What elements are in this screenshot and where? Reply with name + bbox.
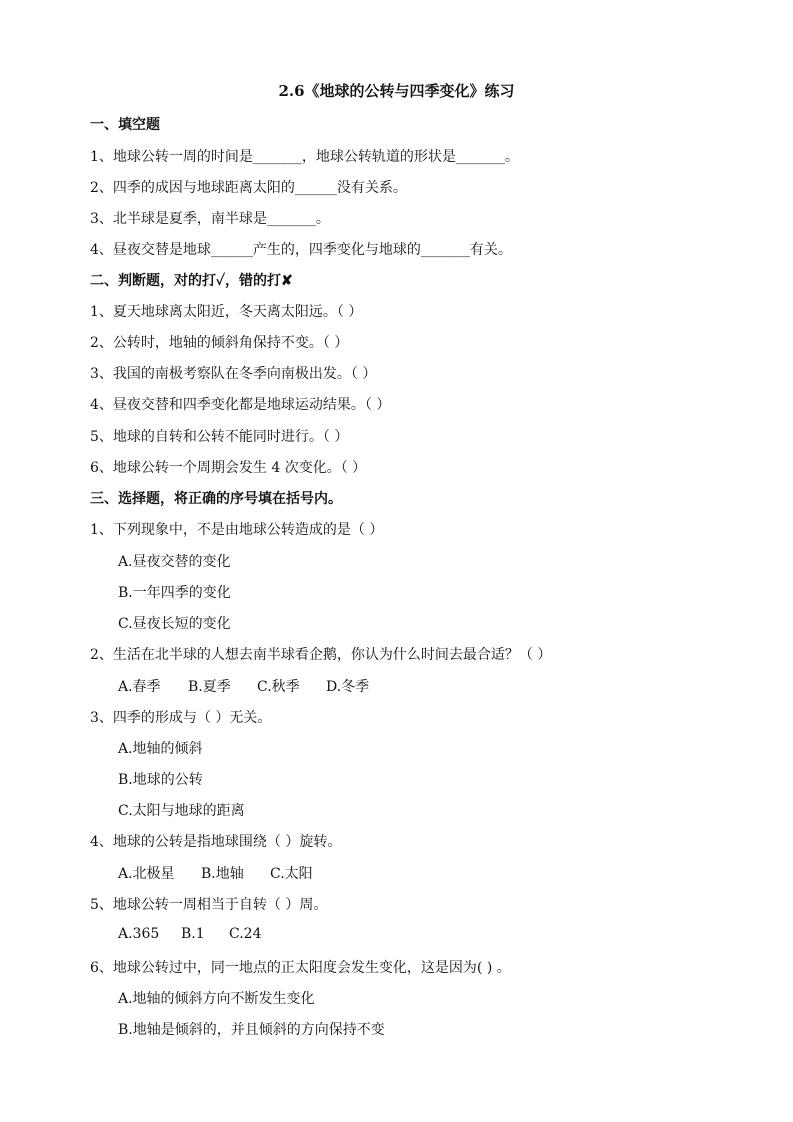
true-false-question-3: 3、我国的南极考察队在冬季向南极出发。（ ） [90,366,377,382]
section-fill-blank-heading: 一、填空题 [90,117,160,133]
choice-question-4-option-c: C.太阳 [270,866,313,882]
fill-blank-question-1: 1、地球公转一周的时间是_______，地球公转轨道的形状是_______。 [90,149,519,165]
choice-question-3: 3、四季的形成与（ ）无关。 [90,710,272,726]
choice-question-6: 6、地球公转过中，同一地点的正太阳度会发生变化，这是因为( ) 。 [90,960,511,976]
choice-question-3-option-b: B.地球的公转 [118,772,203,788]
choice-question-2-option-a: A.春季 [118,679,161,695]
choice-question-6-option-b: B.地轴是倾斜的，并且倾斜的方向保持不变 [118,1022,385,1038]
fill-blank-question-3: 3、北半球是夏季，南半球是_______。 [90,211,330,227]
choice-question-3-option-a: A.地轴的倾斜 [118,741,203,757]
choice-question-5-option-a: A.365 [118,926,160,942]
fill-blank-question-4: 4、昼夜交替是地球______产生的，四季变化与地球的_______有关。 [90,242,512,258]
true-false-question-4: 4、昼夜交替和四季变化都是地球运动结果。（ ） [90,397,391,413]
choice-question-2-option-b: B.夏季 [188,679,231,695]
choice-question-4-option-a: A.北极星 [118,866,175,882]
page-title: 2.6《地球的公转与四季变化》练习 [278,82,515,100]
choice-question-5-option-c: C.24 [229,926,262,942]
choice-question-4: 4、地球的公转是指地球围绕（ ）旋转。 [90,834,342,850]
choice-question-1: 1、下列现象中，不是由地球公转造成的是（ ） [90,522,384,538]
choice-question-1-option-b: B.一年四季的变化 [118,585,231,601]
choice-question-2-option-c: C.秋季 [257,679,300,695]
true-false-question-2: 2、公转时，地轴的倾斜角保持不变。（ ） [90,335,349,351]
choice-question-5-option-b: B.1 [181,926,205,942]
true-false-question-1: 1、夏天地球离太阳近，冬天离太阳远。（ ） [90,304,363,320]
fill-blank-question-2: 2、四季的成因与地球距离太阳的______没有关系。 [90,180,407,196]
section-multiple-choice-heading: 三、选择题，将正确的序号填在括号内。 [90,491,342,507]
choice-question-6-option-a: A.地轴的倾斜方向不断发生变化 [118,991,315,1007]
section-true-false-heading: 二、判断题，对的打✓，错的打✘ [90,273,293,289]
choice-question-1-option-a: A.昼夜交替的变化 [118,554,231,570]
choice-question-2-option-d: D.冬季 [326,679,370,695]
choice-question-2: 2、生活在北半球的人想去南半球看企鹅，你认为什么时间去最合适？（ ） [90,647,552,663]
true-false-question-6: 6、地球公转一个周期会发生 4 次变化。（ ） [90,460,367,476]
choice-question-4-option-b: B.地轴 [201,866,244,882]
choice-question-3-option-c: C.太阳与地球的距离 [118,803,245,819]
choice-question-5: 5、地球公转一周相当于自转（ ）周。 [90,897,328,913]
choice-question-1-option-c: C.昼夜长短的变化 [118,616,231,632]
true-false-question-5: 5、地球的自转和公转不能同时进行。（ ） [90,429,349,445]
